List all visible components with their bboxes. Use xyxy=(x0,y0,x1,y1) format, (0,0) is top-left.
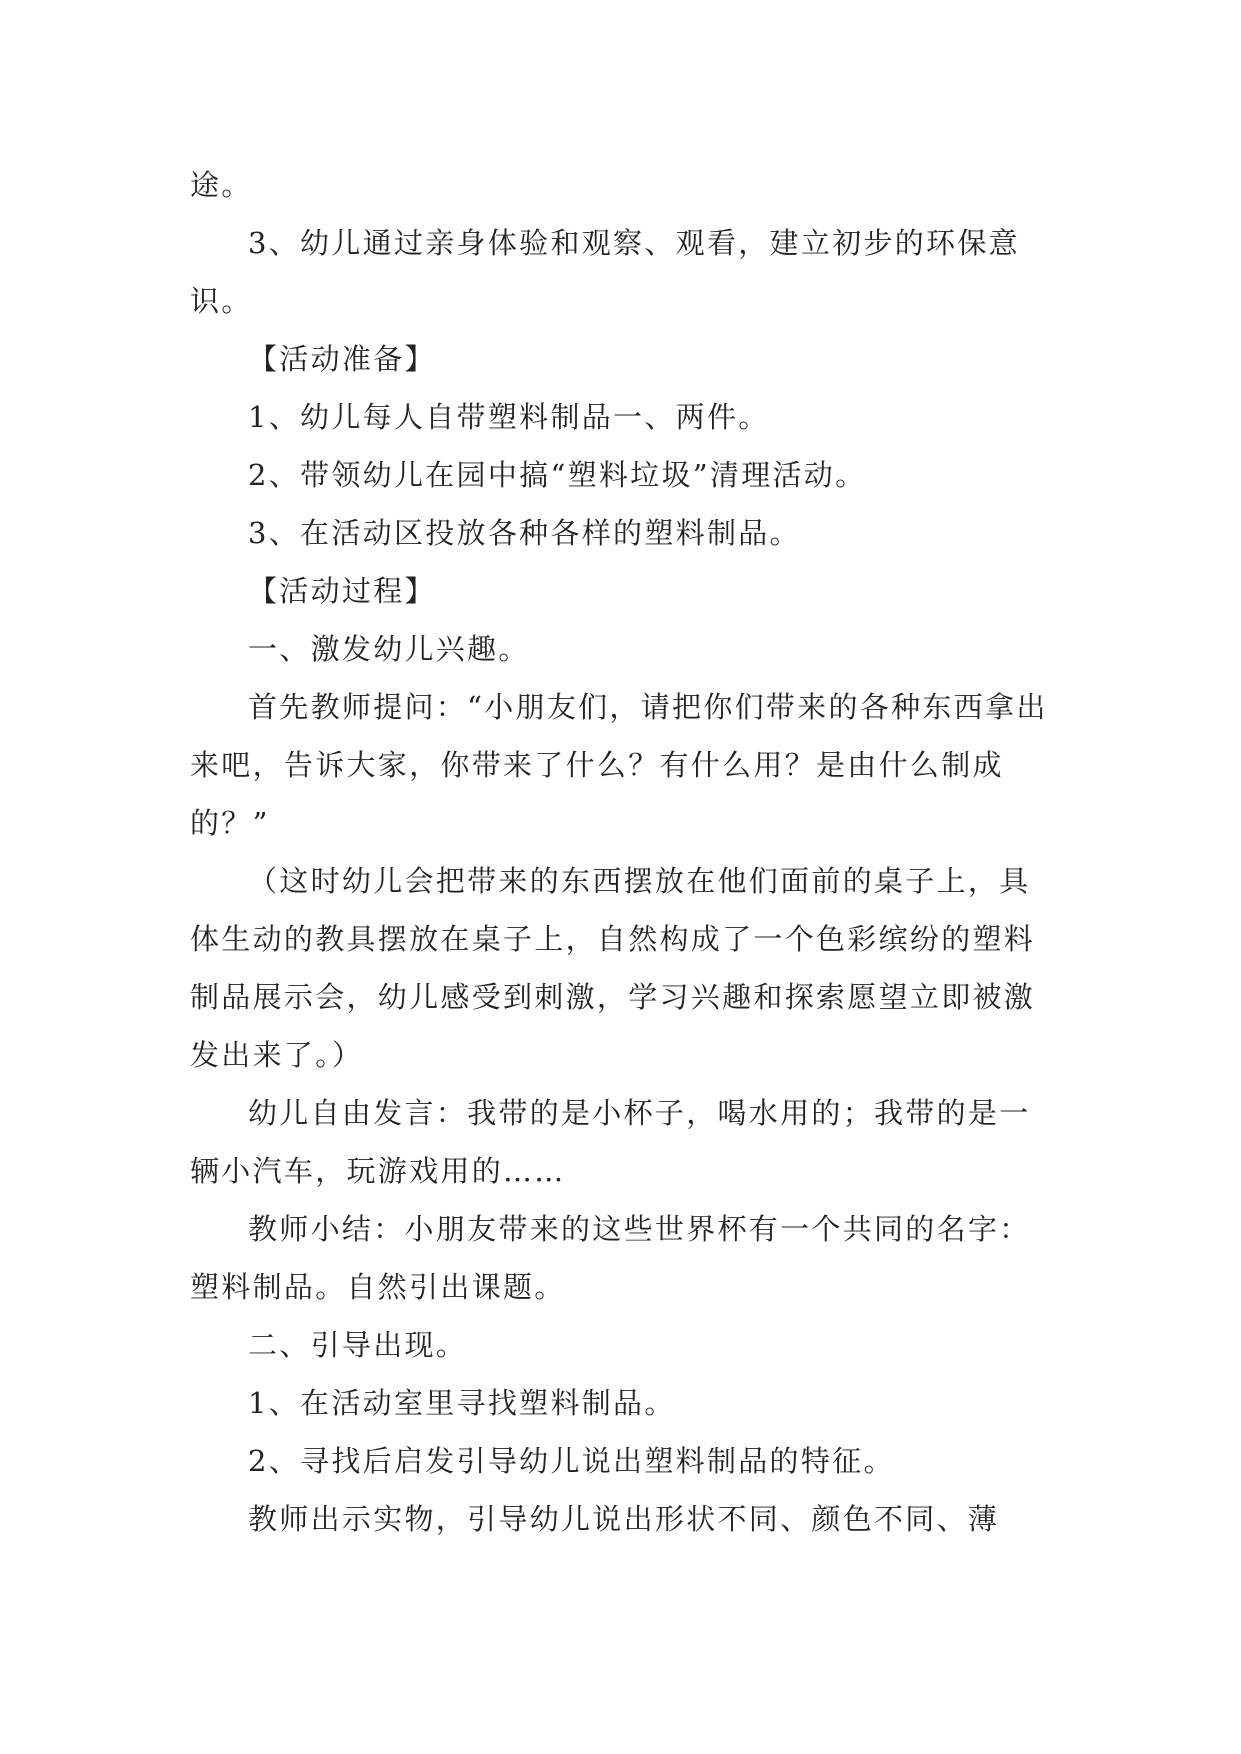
paragraph-goal-3: 3、幼儿通过亲身体验和观察、观看，建立初步的环保意识。 xyxy=(190,226,1020,318)
subheading-step-1: 一、激发幼儿兴趣。 xyxy=(248,632,530,666)
paragraph-continuation: 途。 xyxy=(190,168,253,202)
paragraph-step-2-item-1: 1、在活动室里寻找塑料制品。 xyxy=(248,1386,676,1420)
paragraph-preparation-3: 3、在活动区投放各种各样的塑料制品。 xyxy=(248,516,801,550)
paragraph-children-speech: 幼儿自由发言：我带的是小杯子，喝水用的；我带的是一辆小汽车，玩游戏用的…… xyxy=(190,1096,1031,1188)
subheading-step-2: 二、引导出现。 xyxy=(248,1328,468,1362)
section-heading-process: 【活动过程】 xyxy=(248,574,436,608)
section-heading-preparation: 【活动准备】 xyxy=(248,342,436,376)
paragraph-teacher-summary: 教师小结：小朋友带来的这些世界杯有一个共同的名字：塑料制品。自然引出课题。 xyxy=(190,1212,1031,1304)
paragraph-children-reaction: （这时幼儿会把带来的东西摆放在他们面前的桌子上，具体生动的教具摆放在桌子上，自然构成了一个色彩缤纷的塑料制品展示会，幼儿感受到刺激，学习兴趣和探索愿望立即被激发出来了。） xyxy=(190,864,1036,1072)
paragraph-preparation-2: 2、带领幼儿在园中搞“塑料垃圾”清理活动。 xyxy=(248,458,867,492)
paragraph-preparation-1: 1、幼儿每人自带塑料制品一、两件。 xyxy=(248,400,770,434)
paragraph-teacher-question: 首先教师提问：“小朋友们，请把你们带来的各种东西拿出来吧，告诉大家，你带来了什么？有什么用？是由什么制成的？” xyxy=(190,690,1048,840)
document-body xyxy=(190,156,1060,1548)
paragraph-step-2-item-2: 2、寻找后启发引导幼儿说出塑料制品的特征。 xyxy=(248,1444,895,1478)
paragraph-teacher-demo: 教师出示实物，引导幼儿说出形状不同、颜色不同、薄 xyxy=(248,1502,1000,1536)
